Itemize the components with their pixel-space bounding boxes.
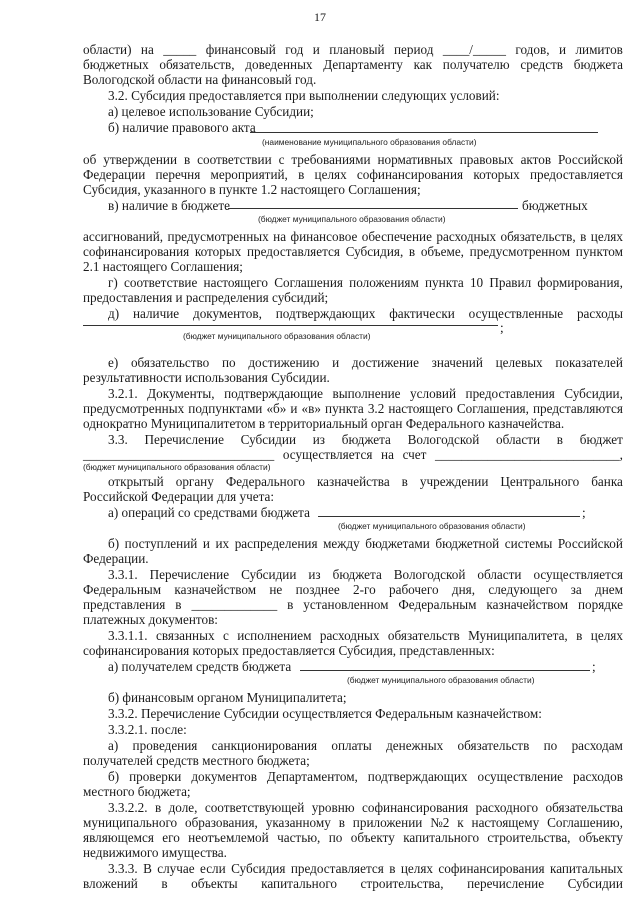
text-line: д) наличие документов, подтверждающих фактически осуществленные расходы <box>108 306 623 321</box>
text-line: _____________________________ осуществляется на счет ____________________________, <box>83 447 623 462</box>
field-caption: (бюджет муниципального образования области) <box>258 214 446 224</box>
text-line: е) обязательство по достижению и достижение значений целевых показателей <box>108 355 623 370</box>
text-line: 3.3.2.2. в доле, соответствующей уровню софинансирования расходного обязательства <box>108 800 623 815</box>
text-line: Федерации перечня мероприятий, в целях софинансирования которых предоставляется <box>83 167 623 182</box>
field-caption: (бюджет муниципального образования области) <box>183 331 371 341</box>
inline-text: ; <box>582 505 586 520</box>
text-line: 2.1 настоящего Соглашения; <box>83 259 243 274</box>
fill-in-line <box>228 208 518 209</box>
text-line: предоставления и распределения субсидий; <box>83 290 329 305</box>
text-line: области) на _____ финансовый год и плановый период ____/_____ годов, и лимитов <box>83 42 623 57</box>
text-line: а) получателем средств бюджета <box>108 659 292 674</box>
fill-in-line <box>318 516 580 517</box>
text-line: 3.3.1. Перечисление Субсидии из бюджета Вологодской области осуществляется <box>108 567 623 582</box>
page-number: 17 <box>314 10 326 24</box>
text-line: а) операций со средствами бюджета <box>108 505 310 520</box>
text-line: 3.3.3. В случае если Субсидия предоставляется в целях софинансирования капитальных <box>108 861 623 876</box>
inline-text: ; <box>500 320 504 335</box>
text-line: вложений в объекты капитального строительства, перечисление Субсидии <box>83 876 623 891</box>
text-line: 3.2. Субсидия предоставляется при выполнении следующих условий: <box>108 88 500 103</box>
field-caption: (бюджет муниципального образования области) <box>83 462 271 472</box>
text-line: однократно Муниципалитетом в территориальный орган Федерального казначейства. <box>83 416 565 431</box>
text-line: являющемся его неотъемлемой частью, по объекту капитального строительства, объекту <box>83 830 623 845</box>
text-line: недвижимого имущества. <box>83 845 227 860</box>
text-line: муниципального образования, указанному в приложении №2 к настоящему Соглашению, <box>83 815 623 830</box>
text-line: 3.3.2.1. после: <box>108 722 187 737</box>
text-line: 3.3.2. Перечисление Субсидии осуществляется Федеральным казначейством: <box>108 706 542 721</box>
text-line: открытый органу Федерального казначейства в учреждении Центрального банка <box>108 474 623 489</box>
field-caption: (наименование муниципального образования области) <box>262 137 477 147</box>
text-line: 3.2.1. Документы, подтверждающие выполнение условий предоставления Субсидии, <box>108 386 623 401</box>
text-line: б) наличие правового акта <box>108 120 256 135</box>
text-line: Вологодской области на финансовый год. <box>83 72 317 87</box>
field-caption: (бюджет муниципального образования области) <box>338 521 526 531</box>
text-line: в) наличие в бюджете <box>108 198 230 213</box>
text-line: б) проверки документов Департаментом, подтверждающих осуществление расходов <box>108 769 623 784</box>
text-line: б) финансовым органом Муниципалитета; <box>108 690 347 705</box>
text-line: б) поступлений и их распределения между бюджетами бюджетной системы Российской <box>108 536 623 551</box>
text-line: Российской Федерации для учета: <box>83 489 275 504</box>
text-line: бюджетных обязательств, доведенных Департаменту как получателю средств бюджета <box>83 57 623 72</box>
inline-text: бюджетных <box>522 198 588 213</box>
text-line: а) проведения санкционирования оплаты денежных обязательств по расходам <box>108 738 623 753</box>
text-line: получателей средств местного бюджета; <box>83 753 310 768</box>
fill-in-line <box>83 325 498 326</box>
text-line: софинансирования которых предоставляется Субсидия, в объеме, предусмотренном пунктом <box>83 244 623 259</box>
text-line: местного бюджета; <box>83 784 191 799</box>
text-line: софинансирования которых предоставляется Субсидия, представленных: <box>83 643 495 658</box>
text-line: 3.3. Перечисление Субсидии из бюджета Вологодской области в бюджет <box>108 432 623 447</box>
field-caption: (бюджет муниципального образования области) <box>347 675 535 685</box>
text-line: платежных документов: <box>83 612 218 627</box>
text-line: об утверждении в соответствии с требованиями нормативных правовых актов Российской <box>83 152 623 167</box>
text-line: 3.3.1.1. связанных с исполнением расходных обязательств Муниципалитета, в целях <box>108 628 623 643</box>
text-line: результативности использования Субсидии. <box>83 370 330 385</box>
text-line: а) целевое использование Субсидии; <box>108 104 314 119</box>
text-line: г) соответствие настоящего Соглашения положениям пункта 10 Правил формирования, <box>108 275 623 290</box>
fill-in-line <box>250 132 598 133</box>
text-line: ассигнований, предусмотренных на финансовое обеспечение расходных обязательств, в целях <box>83 229 623 244</box>
text-line: предусмотренных подпунктами «б» и «в» пункта 3.2 настоящего Соглашения, представляются <box>83 401 623 416</box>
fill-in-line <box>300 670 590 671</box>
text-line: Федеральным казначейством не позднее 2-го рабочего дня, следующего за днем <box>83 582 623 597</box>
text-line: Федерации. <box>83 551 149 566</box>
text-line: представления в _____________ в установленном Федеральным казначейством порядке <box>83 597 623 612</box>
text-line: Субсидия, указанного в пункте 1.2 настоящего Соглашения; <box>83 182 421 197</box>
inline-text: ; <box>592 659 596 674</box>
